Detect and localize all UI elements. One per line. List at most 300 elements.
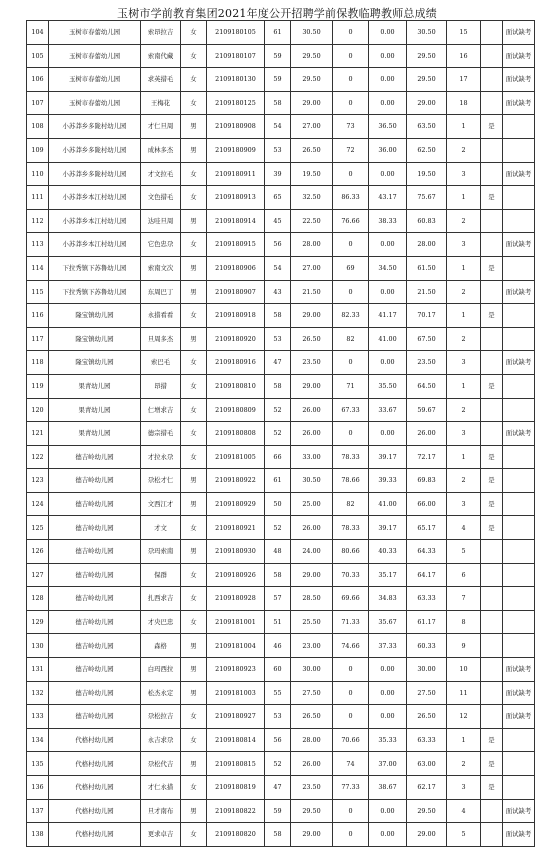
row-number: 118 xyxy=(27,351,49,375)
rank: 2 xyxy=(447,752,481,776)
rank: 12 xyxy=(447,705,481,729)
rank: 1 xyxy=(447,374,481,398)
interview-score: 71 xyxy=(333,374,369,398)
written-score: 43 xyxy=(265,280,291,304)
table-row xyxy=(27,563,535,587)
interview-weighted: 34.50 xyxy=(369,256,407,280)
remark: 面试缺考 xyxy=(503,799,535,823)
written-score: 51 xyxy=(265,610,291,634)
exam-number: 2109181005 xyxy=(207,445,265,469)
interview-weighted: 0.00 xyxy=(369,91,407,115)
interview-weighted: 38.67 xyxy=(369,776,407,800)
total-score: 60.33 xyxy=(407,634,447,658)
written-weighted: 19.50 xyxy=(291,162,333,186)
gender: 男 xyxy=(181,752,207,776)
interview-score: 0 xyxy=(333,681,369,705)
interview-score: 70.33 xyxy=(333,563,369,587)
gender: 女 xyxy=(181,422,207,446)
rank: 3 xyxy=(447,776,481,800)
candidate-name: 索南代藏 xyxy=(141,44,181,68)
remark xyxy=(503,634,535,658)
gender: 女 xyxy=(181,351,207,375)
interview-score: 82 xyxy=(333,492,369,516)
written-score: 58 xyxy=(265,304,291,328)
interview-weighted: 0.00 xyxy=(369,68,407,92)
remark: 面试缺考 xyxy=(503,44,535,68)
kindergarten-name: 德吉岭幼儿园 xyxy=(49,634,141,658)
exam-number: 2109180907 xyxy=(207,280,265,304)
written-weighted: 27.50 xyxy=(291,681,333,705)
written-score: 45 xyxy=(265,209,291,233)
shortlisted-mark xyxy=(481,705,503,729)
interview-score: 67.33 xyxy=(333,398,369,422)
interview-weighted: 37.33 xyxy=(369,634,407,658)
kindergarten-name: 隆宝镇幼儿园 xyxy=(49,327,141,351)
interview-weighted: 0.00 xyxy=(369,44,407,68)
exam-number: 2109180915 xyxy=(207,233,265,257)
row-number: 134 xyxy=(27,728,49,752)
rank: 1 xyxy=(447,445,481,469)
kindergarten-name: 代格村幼儿园 xyxy=(49,728,141,752)
kindergarten-name: 德吉岭幼儿园 xyxy=(49,540,141,564)
written-weighted: 26.00 xyxy=(291,752,333,776)
kindergarten-name: 德吉岭幼儿园 xyxy=(49,516,141,540)
written-score: 53 xyxy=(265,705,291,729)
interview-score: 76.66 xyxy=(333,209,369,233)
exam-number: 2109180911 xyxy=(207,162,265,186)
shortlisted-mark: 是 xyxy=(481,256,503,280)
total-score: 23.50 xyxy=(407,351,447,375)
interview-score: 0 xyxy=(333,280,369,304)
written-weighted: 25.00 xyxy=(291,492,333,516)
table-row xyxy=(27,68,535,92)
gender: 男 xyxy=(181,209,207,233)
shortlisted-mark: 是 xyxy=(481,516,503,540)
gender: 女 xyxy=(181,398,207,422)
remark: 面试缺考 xyxy=(503,233,535,257)
written-weighted: 26.50 xyxy=(291,138,333,162)
kindergarten-name: 小苏莽乡多陇村幼儿园 xyxy=(49,162,141,186)
written-weighted: 30.00 xyxy=(291,658,333,682)
table-row xyxy=(27,115,535,139)
exam-number: 2109180909 xyxy=(207,138,265,162)
table-row xyxy=(27,610,535,634)
interview-score: 78.33 xyxy=(333,516,369,540)
remark xyxy=(503,398,535,422)
total-score: 62.50 xyxy=(407,138,447,162)
kindergarten-name: 下拉秀镇下苏鲁幼儿园 xyxy=(49,280,141,304)
rank: 3 xyxy=(447,422,481,446)
total-score: 29.50 xyxy=(407,44,447,68)
kindergarten-name: 德吉岭幼儿园 xyxy=(49,610,141,634)
candidate-name: 才央巴忠 xyxy=(141,610,181,634)
exam-number: 2109180814 xyxy=(207,728,265,752)
total-score: 64.33 xyxy=(407,540,447,564)
interview-weighted: 39.17 xyxy=(369,516,407,540)
interview-weighted: 0.00 xyxy=(369,658,407,682)
rank: 3 xyxy=(447,351,481,375)
remark: 面试缺考 xyxy=(503,21,535,45)
rank: 2 xyxy=(447,280,481,304)
written-score: 53 xyxy=(265,138,291,162)
rank: 17 xyxy=(447,68,481,92)
remark xyxy=(503,492,535,516)
shortlisted-mark xyxy=(481,162,503,186)
shortlisted-mark: 是 xyxy=(481,776,503,800)
written-score: 58 xyxy=(265,563,291,587)
interview-weighted: 38.33 xyxy=(369,209,407,233)
kindergarten-name: 小苏莽乡多陇村幼儿园 xyxy=(49,138,141,162)
interview-weighted: 35.50 xyxy=(369,374,407,398)
kindergarten-name: 德吉岭幼儿园 xyxy=(49,681,141,705)
gender: 女 xyxy=(181,776,207,800)
remark xyxy=(503,374,535,398)
rank: 4 xyxy=(447,516,481,540)
interview-weighted: 41.17 xyxy=(369,304,407,328)
interview-score: 0 xyxy=(333,351,369,375)
interview-score: 0 xyxy=(333,162,369,186)
interview-weighted: 36.00 xyxy=(369,138,407,162)
kindergarten-name: 德吉岭幼儿园 xyxy=(49,658,141,682)
row-number: 105 xyxy=(27,44,49,68)
gender: 女 xyxy=(181,21,207,45)
gender: 女 xyxy=(181,587,207,611)
written-weighted: 23.00 xyxy=(291,634,333,658)
candidate-name: 永措看看 xyxy=(141,304,181,328)
table-row xyxy=(27,44,535,68)
written-weighted: 29.50 xyxy=(291,68,333,92)
interview-weighted: 35.33 xyxy=(369,728,407,752)
total-score: 63.33 xyxy=(407,587,447,611)
total-score: 62.17 xyxy=(407,776,447,800)
written-score: 52 xyxy=(265,516,291,540)
kindergarten-name: 代格村幼儿园 xyxy=(49,776,141,800)
row-number: 124 xyxy=(27,492,49,516)
candidate-name: 保群 xyxy=(141,563,181,587)
remark xyxy=(503,138,535,162)
shortlisted-mark: 是 xyxy=(481,492,503,516)
interview-score: 0 xyxy=(333,44,369,68)
candidate-name: 才文 xyxy=(141,516,181,540)
kindergarten-name: 隆宝镇幼儿园 xyxy=(49,304,141,328)
remark: 面试缺考 xyxy=(503,162,535,186)
remark: 面试缺考 xyxy=(503,91,535,115)
written-score: 60 xyxy=(265,658,291,682)
candidate-name: 尕松代吉 xyxy=(141,752,181,776)
written-weighted: 23.50 xyxy=(291,351,333,375)
gender: 男 xyxy=(181,138,207,162)
total-score: 64.50 xyxy=(407,374,447,398)
written-weighted: 30.50 xyxy=(291,21,333,45)
interview-score: 77.33 xyxy=(333,776,369,800)
shortlisted-mark xyxy=(481,563,503,587)
shortlisted-mark: 是 xyxy=(481,445,503,469)
written-score: 61 xyxy=(265,469,291,493)
interview-weighted: 33.67 xyxy=(369,398,407,422)
shortlisted-mark xyxy=(481,68,503,92)
gender: 男 xyxy=(181,327,207,351)
exam-number: 2109180914 xyxy=(207,209,265,233)
kindergarten-name: 玉树市春蕾幼儿园 xyxy=(49,44,141,68)
row-number: 112 xyxy=(27,209,49,233)
candidate-name: 旦周多杰 xyxy=(141,327,181,351)
kindergarten-name: 果青幼儿园 xyxy=(49,398,141,422)
kindergarten-name: 玉树市春蕾幼儿园 xyxy=(49,68,141,92)
gender: 男 xyxy=(181,256,207,280)
remark xyxy=(503,327,535,351)
remark xyxy=(503,587,535,611)
interview-weighted: 0.00 xyxy=(369,823,407,847)
remark: 面试缺考 xyxy=(503,422,535,446)
row-number: 136 xyxy=(27,776,49,800)
written-score: 58 xyxy=(265,374,291,398)
exam-number: 2109180922 xyxy=(207,469,265,493)
interview-weighted: 35.67 xyxy=(369,610,407,634)
written-weighted: 23.50 xyxy=(291,776,333,800)
total-score: 75.67 xyxy=(407,186,447,210)
gender: 女 xyxy=(181,516,207,540)
gender: 女 xyxy=(181,728,207,752)
total-score: 70.17 xyxy=(407,304,447,328)
interview-weighted: 35.17 xyxy=(369,563,407,587)
written-score: 52 xyxy=(265,398,291,422)
gender: 女 xyxy=(181,374,207,398)
table-row xyxy=(27,209,535,233)
total-score: 61.50 xyxy=(407,256,447,280)
interview-score: 0 xyxy=(333,658,369,682)
candidate-name: 昂措 xyxy=(141,374,181,398)
written-weighted: 29.00 xyxy=(291,91,333,115)
shortlisted-mark: 是 xyxy=(481,374,503,398)
kindergarten-name: 隆宝镇幼儿园 xyxy=(49,351,141,375)
gender: 女 xyxy=(181,186,207,210)
exam-number: 2109181004 xyxy=(207,634,265,658)
interview-weighted: 0.00 xyxy=(369,280,407,304)
rank: 2 xyxy=(447,469,481,493)
remark xyxy=(503,752,535,776)
candidate-name: 求英措毛 xyxy=(141,68,181,92)
candidate-name: 松杰永定 xyxy=(141,681,181,705)
total-score: 29.50 xyxy=(407,68,447,92)
exam-number: 2109180921 xyxy=(207,516,265,540)
remark xyxy=(503,516,535,540)
gender: 男 xyxy=(181,658,207,682)
candidate-name: 扎西求吉 xyxy=(141,587,181,611)
kindergarten-name: 德吉岭幼儿园 xyxy=(49,445,141,469)
written-score: 59 xyxy=(265,68,291,92)
exam-number: 2109180927 xyxy=(207,705,265,729)
gender: 女 xyxy=(181,68,207,92)
interview-score: 82.33 xyxy=(333,304,369,328)
written-weighted: 29.00 xyxy=(291,823,333,847)
written-weighted: 29.00 xyxy=(291,374,333,398)
table-row xyxy=(27,705,535,729)
remark xyxy=(503,563,535,587)
score-table xyxy=(26,20,535,847)
exam-number: 2109180105 xyxy=(207,21,265,45)
table-row xyxy=(27,233,535,257)
row-number: 125 xyxy=(27,516,49,540)
candidate-name: 才仁旦周 xyxy=(141,115,181,139)
remark xyxy=(503,256,535,280)
row-number: 138 xyxy=(27,823,49,847)
remark xyxy=(503,445,535,469)
remark xyxy=(503,540,535,564)
gender: 女 xyxy=(181,304,207,328)
exam-number: 2109180928 xyxy=(207,587,265,611)
exam-number: 2109180923 xyxy=(207,658,265,682)
exam-number: 2109180916 xyxy=(207,351,265,375)
interview-weighted: 36.50 xyxy=(369,115,407,139)
interview-weighted: 0.00 xyxy=(369,681,407,705)
written-weighted: 29.00 xyxy=(291,304,333,328)
total-score: 29.00 xyxy=(407,823,447,847)
table-row xyxy=(27,587,535,611)
interview-weighted: 41.00 xyxy=(369,327,407,351)
written-weighted: 22.50 xyxy=(291,209,333,233)
row-number: 128 xyxy=(27,587,49,611)
remark xyxy=(503,776,535,800)
written-weighted: 28.50 xyxy=(291,587,333,611)
rank: 4 xyxy=(447,799,481,823)
written-weighted: 21.50 xyxy=(291,280,333,304)
exam-number: 2109180810 xyxy=(207,374,265,398)
interview-score: 86.33 xyxy=(333,186,369,210)
candidate-name: 尕松才仁 xyxy=(141,469,181,493)
interview-score: 73 xyxy=(333,115,369,139)
kindergarten-name: 德吉岭幼儿园 xyxy=(49,492,141,516)
shortlisted-mark xyxy=(481,823,503,847)
table-row xyxy=(27,422,535,446)
table-row xyxy=(27,256,535,280)
shortlisted-mark: 是 xyxy=(481,752,503,776)
row-number: 122 xyxy=(27,445,49,469)
row-number: 110 xyxy=(27,162,49,186)
row-number: 123 xyxy=(27,469,49,493)
rank: 7 xyxy=(447,587,481,611)
interview-score: 0 xyxy=(333,91,369,115)
shortlisted-mark xyxy=(481,658,503,682)
written-weighted: 28.00 xyxy=(291,233,333,257)
candidate-name: 德宗措毛 xyxy=(141,422,181,446)
remark xyxy=(503,186,535,210)
total-score: 63.00 xyxy=(407,752,447,776)
written-score: 59 xyxy=(265,44,291,68)
exam-number: 2109181003 xyxy=(207,681,265,705)
total-score: 30.50 xyxy=(407,21,447,45)
total-score: 66.00 xyxy=(407,492,447,516)
table-row xyxy=(27,516,535,540)
candidate-name: 更求卓吉 xyxy=(141,823,181,847)
gender: 女 xyxy=(181,162,207,186)
candidate-name: 达哇旦周 xyxy=(141,209,181,233)
table-row xyxy=(27,280,535,304)
exam-number: 2109180918 xyxy=(207,304,265,328)
exam-number: 2109180913 xyxy=(207,186,265,210)
exam-number: 2109180809 xyxy=(207,398,265,422)
written-weighted: 27.00 xyxy=(291,115,333,139)
total-score: 59.67 xyxy=(407,398,447,422)
kindergarten-name: 果青幼儿园 xyxy=(49,422,141,446)
total-score: 30.00 xyxy=(407,658,447,682)
kindergarten-name: 玉树市春蕾幼儿园 xyxy=(49,91,141,115)
row-number: 116 xyxy=(27,304,49,328)
shortlisted-mark xyxy=(481,398,503,422)
written-weighted: 28.00 xyxy=(291,728,333,752)
written-weighted: 26.00 xyxy=(291,516,333,540)
total-score: 21.50 xyxy=(407,280,447,304)
written-weighted: 26.50 xyxy=(291,705,333,729)
total-score: 29.00 xyxy=(407,91,447,115)
total-score: 65.17 xyxy=(407,516,447,540)
written-weighted: 26.00 xyxy=(291,398,333,422)
total-score: 63.33 xyxy=(407,728,447,752)
gender: 女 xyxy=(181,445,207,469)
row-number: 106 xyxy=(27,68,49,92)
shortlisted-mark xyxy=(481,681,503,705)
remark: 面试缺考 xyxy=(503,280,535,304)
shortlisted-mark xyxy=(481,540,503,564)
table-row xyxy=(27,162,535,186)
exam-number: 2109180920 xyxy=(207,327,265,351)
exam-number: 2109180926 xyxy=(207,563,265,587)
row-number: 113 xyxy=(27,233,49,257)
kindergarten-name: 小苏莽乡本江村幼儿园 xyxy=(49,209,141,233)
rank: 5 xyxy=(447,540,481,564)
exam-number: 2109180815 xyxy=(207,752,265,776)
row-number: 130 xyxy=(27,634,49,658)
rank: 11 xyxy=(447,681,481,705)
table-row xyxy=(27,752,535,776)
written-score: 52 xyxy=(265,422,291,446)
interview-score: 80.66 xyxy=(333,540,369,564)
gender: 男 xyxy=(181,492,207,516)
total-score: 28.00 xyxy=(407,233,447,257)
written-weighted: 29.50 xyxy=(291,799,333,823)
written-weighted: 26.50 xyxy=(291,327,333,351)
written-score: 54 xyxy=(265,256,291,280)
interview-score: 0 xyxy=(333,233,369,257)
candidate-name: 永吉求尕 xyxy=(141,728,181,752)
total-score: 27.50 xyxy=(407,681,447,705)
remark xyxy=(503,115,535,139)
row-number: 129 xyxy=(27,610,49,634)
gender: 女 xyxy=(181,563,207,587)
interview-weighted: 0.00 xyxy=(369,351,407,375)
row-number: 104 xyxy=(27,21,49,45)
row-number: 132 xyxy=(27,681,49,705)
table-row xyxy=(27,540,535,564)
total-score: 64.17 xyxy=(407,563,447,587)
candidate-name: 索南文次 xyxy=(141,256,181,280)
remark xyxy=(503,728,535,752)
shortlisted-mark xyxy=(481,327,503,351)
row-number: 121 xyxy=(27,422,49,446)
candidate-name: 索巴毛 xyxy=(141,351,181,375)
remark xyxy=(503,304,535,328)
row-number: 107 xyxy=(27,91,49,115)
rank: 2 xyxy=(447,209,481,233)
exam-number: 2109180820 xyxy=(207,823,265,847)
row-number: 135 xyxy=(27,752,49,776)
candidate-name: 才文拉毛 xyxy=(141,162,181,186)
row-number: 126 xyxy=(27,540,49,564)
shortlisted-mark: 是 xyxy=(481,728,503,752)
remark: 面试缺考 xyxy=(503,68,535,92)
row-number: 127 xyxy=(27,563,49,587)
gender: 女 xyxy=(181,91,207,115)
rank: 18 xyxy=(447,91,481,115)
